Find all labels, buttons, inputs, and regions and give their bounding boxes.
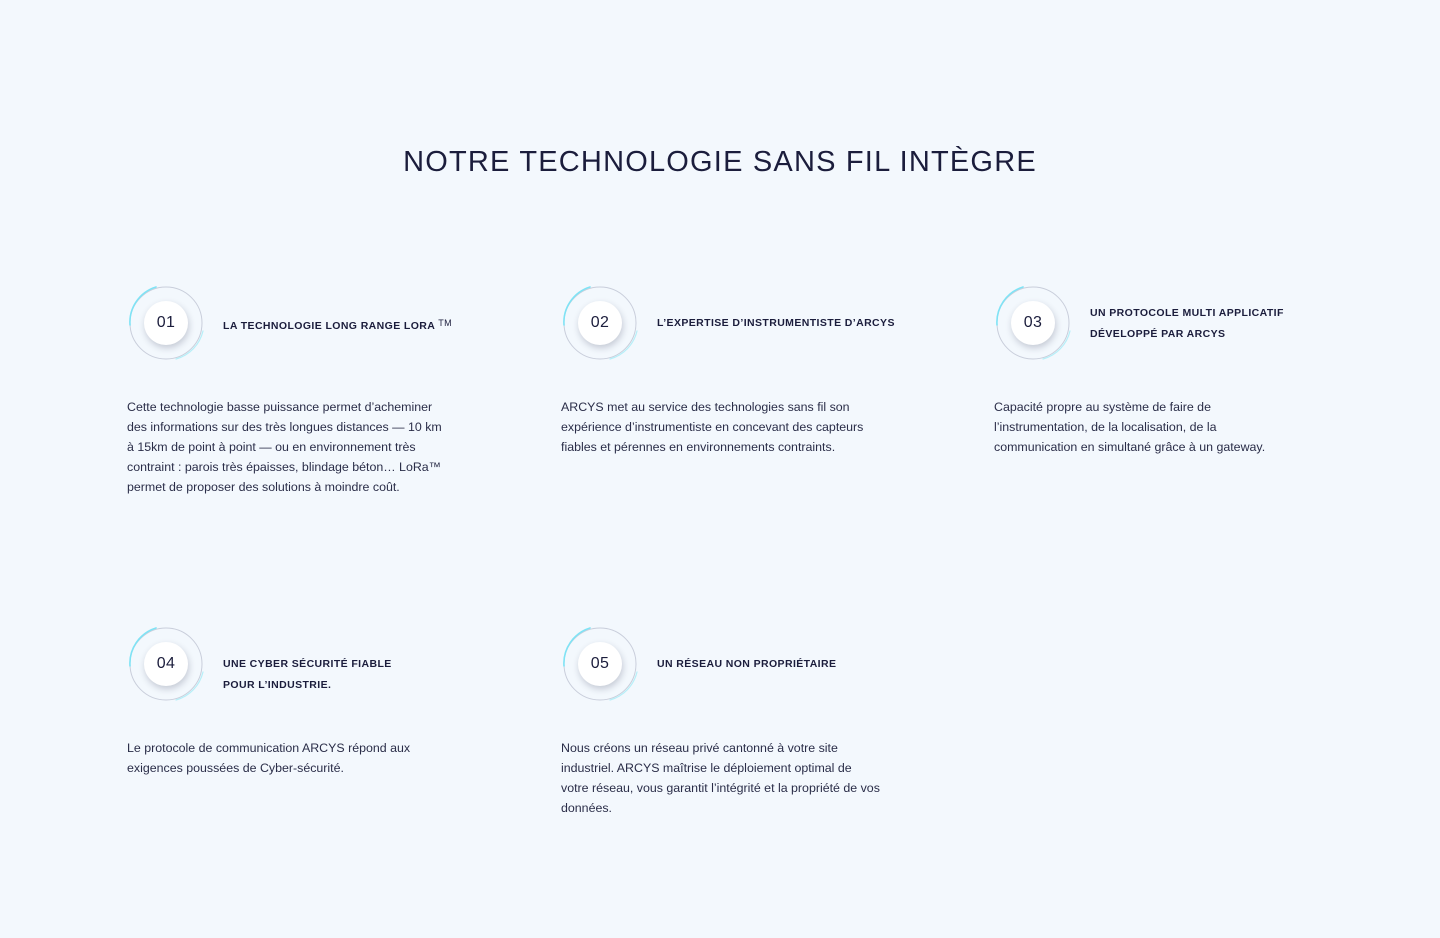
feature-description: Capacité propre au système de faire de l’instrumentation, de la localisation, de la communication en simultané grâce à un gateway. bbox=[994, 400, 1266, 454]
feature-card-04 bbox=[126, 628, 486, 775]
feature-title-text: LA TECHNOLOGIE LONG RANGE LORA bbox=[223, 320, 435, 332]
feature-header bbox=[126, 628, 486, 708]
badge-number: 04 bbox=[144, 642, 188, 686]
feature-description: Cette technologie basse puissance permet d’acheminer des informations sur des très longues distances — 10 km à 15km de point à point — ou en environnement très contraint : parois très épaisses, blindage béton… LoRa™ permet de proposer des solutions à moindre coût. bbox=[127, 400, 442, 494]
feature-description: ARCYS met au service des technologies sans fil son expérience d’instrumentiste en concevant des capteurs fiables et pérennes en environnements contraints. bbox=[561, 400, 864, 454]
feature-card-01 bbox=[126, 287, 486, 494]
feature-title: L’EXPERTISE D’INSTRUMENTISTE D’ARCYS bbox=[657, 317, 895, 329]
number-badge bbox=[122, 279, 210, 367]
feature-header bbox=[560, 628, 920, 708]
badge-number: 03 bbox=[1011, 301, 1055, 345]
number-badge bbox=[989, 279, 1077, 367]
feature-card-05 bbox=[560, 628, 920, 815]
feature-card-02 bbox=[560, 287, 920, 454]
feature-card-03 bbox=[993, 287, 1353, 454]
feature-title: UN RÉSEAU NON PROPRIÉTAIRE bbox=[657, 658, 837, 670]
feature-title: UNE CYBER SÉCURITÉ FIABLE POUR L’INDUSTRIE. bbox=[223, 658, 392, 691]
trademark-mark: TM bbox=[438, 318, 453, 328]
badge-number: 05 bbox=[578, 642, 622, 686]
feature-description: Nous créons un réseau privé cantonné à votre site industriel. ARCYS maîtrise le déploiement optimal de votre réseau, vous garantit l’intégrité et la propriété de vos données. bbox=[561, 741, 880, 815]
feature-title bbox=[223, 313, 463, 337]
badge-number: 02 bbox=[578, 301, 622, 345]
feature-header bbox=[993, 287, 1353, 367]
feature-header bbox=[560, 287, 920, 367]
feature-title: UN PROTOCOLE MULTI APPLICATIF DÉVELOPPÉ PAR ARCYS bbox=[1090, 307, 1284, 340]
number-badge bbox=[556, 620, 644, 708]
number-badge bbox=[122, 620, 210, 708]
number-badge bbox=[556, 279, 644, 367]
badge-number: 01 bbox=[144, 301, 188, 345]
feature-description: Le protocole de communication ARCYS répond aux exigences poussées de Cyber-sécurité. bbox=[127, 741, 411, 775]
feature-header bbox=[126, 287, 486, 367]
section-title: NOTRE TECHNOLOGIE SANS FIL INTÈGRE bbox=[403, 146, 1037, 178]
